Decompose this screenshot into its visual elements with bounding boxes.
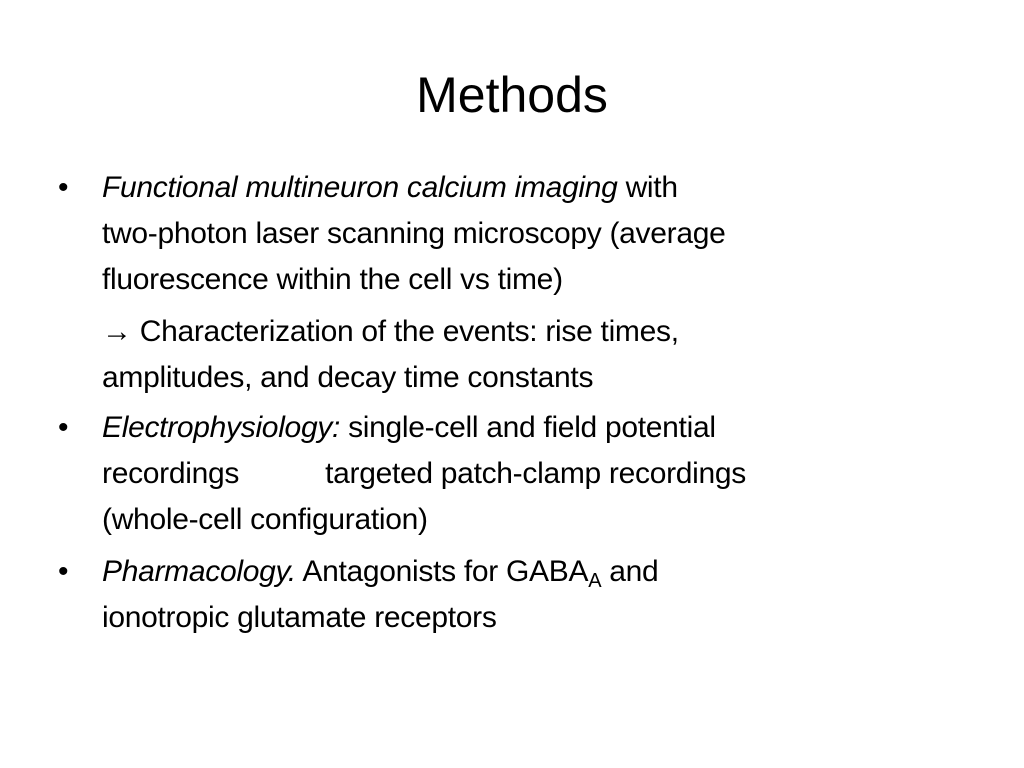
bullet-icon: • (58, 555, 69, 588)
bullet-item-pharmacology (58, 549, 958, 641)
bullet-item-calcium-imaging (58, 165, 958, 303)
italic-term: Functional multineuron calcium imaging (102, 171, 618, 204)
bullet-icon: • (58, 411, 69, 444)
sub-text: amplitudes, and decay time constants (102, 361, 594, 394)
slide-content (58, 165, 958, 647)
bullet-text: Antagonists for GABA (295, 555, 589, 588)
italic-term: Pharmacology. (102, 555, 296, 588)
bullet-text: two-photon laser scanning microscopy (average (102, 217, 726, 250)
bullet-text: ionotropic glutamate receptors (102, 601, 497, 634)
bullet-line (102, 451, 958, 497)
bullet-text: fluorescence within the cell vs time) (102, 263, 563, 296)
bullet-text: single-cell and field potential (340, 411, 716, 444)
bullet-line (102, 165, 958, 211)
bullet-text: with (617, 171, 678, 204)
bullet-icon: • (58, 171, 69, 204)
sub-text: → Characterization of the events: rise times, (102, 315, 679, 348)
bullet-text: recordings (102, 457, 240, 490)
bullet-text: (whole-cell configuration) (102, 503, 428, 536)
bullet-text: targeted patch-clamp recordings (325, 457, 747, 490)
bullet-line (102, 549, 958, 595)
subscript: A (588, 570, 602, 592)
bullet-line (102, 405, 958, 451)
bullet-text: and (601, 555, 659, 588)
italic-term: Electrophysiology: (102, 411, 341, 444)
sub-item-characterization (58, 309, 958, 401)
bullet-item-electrophysiology (58, 405, 958, 543)
slide-title: Methods (416, 67, 608, 123)
